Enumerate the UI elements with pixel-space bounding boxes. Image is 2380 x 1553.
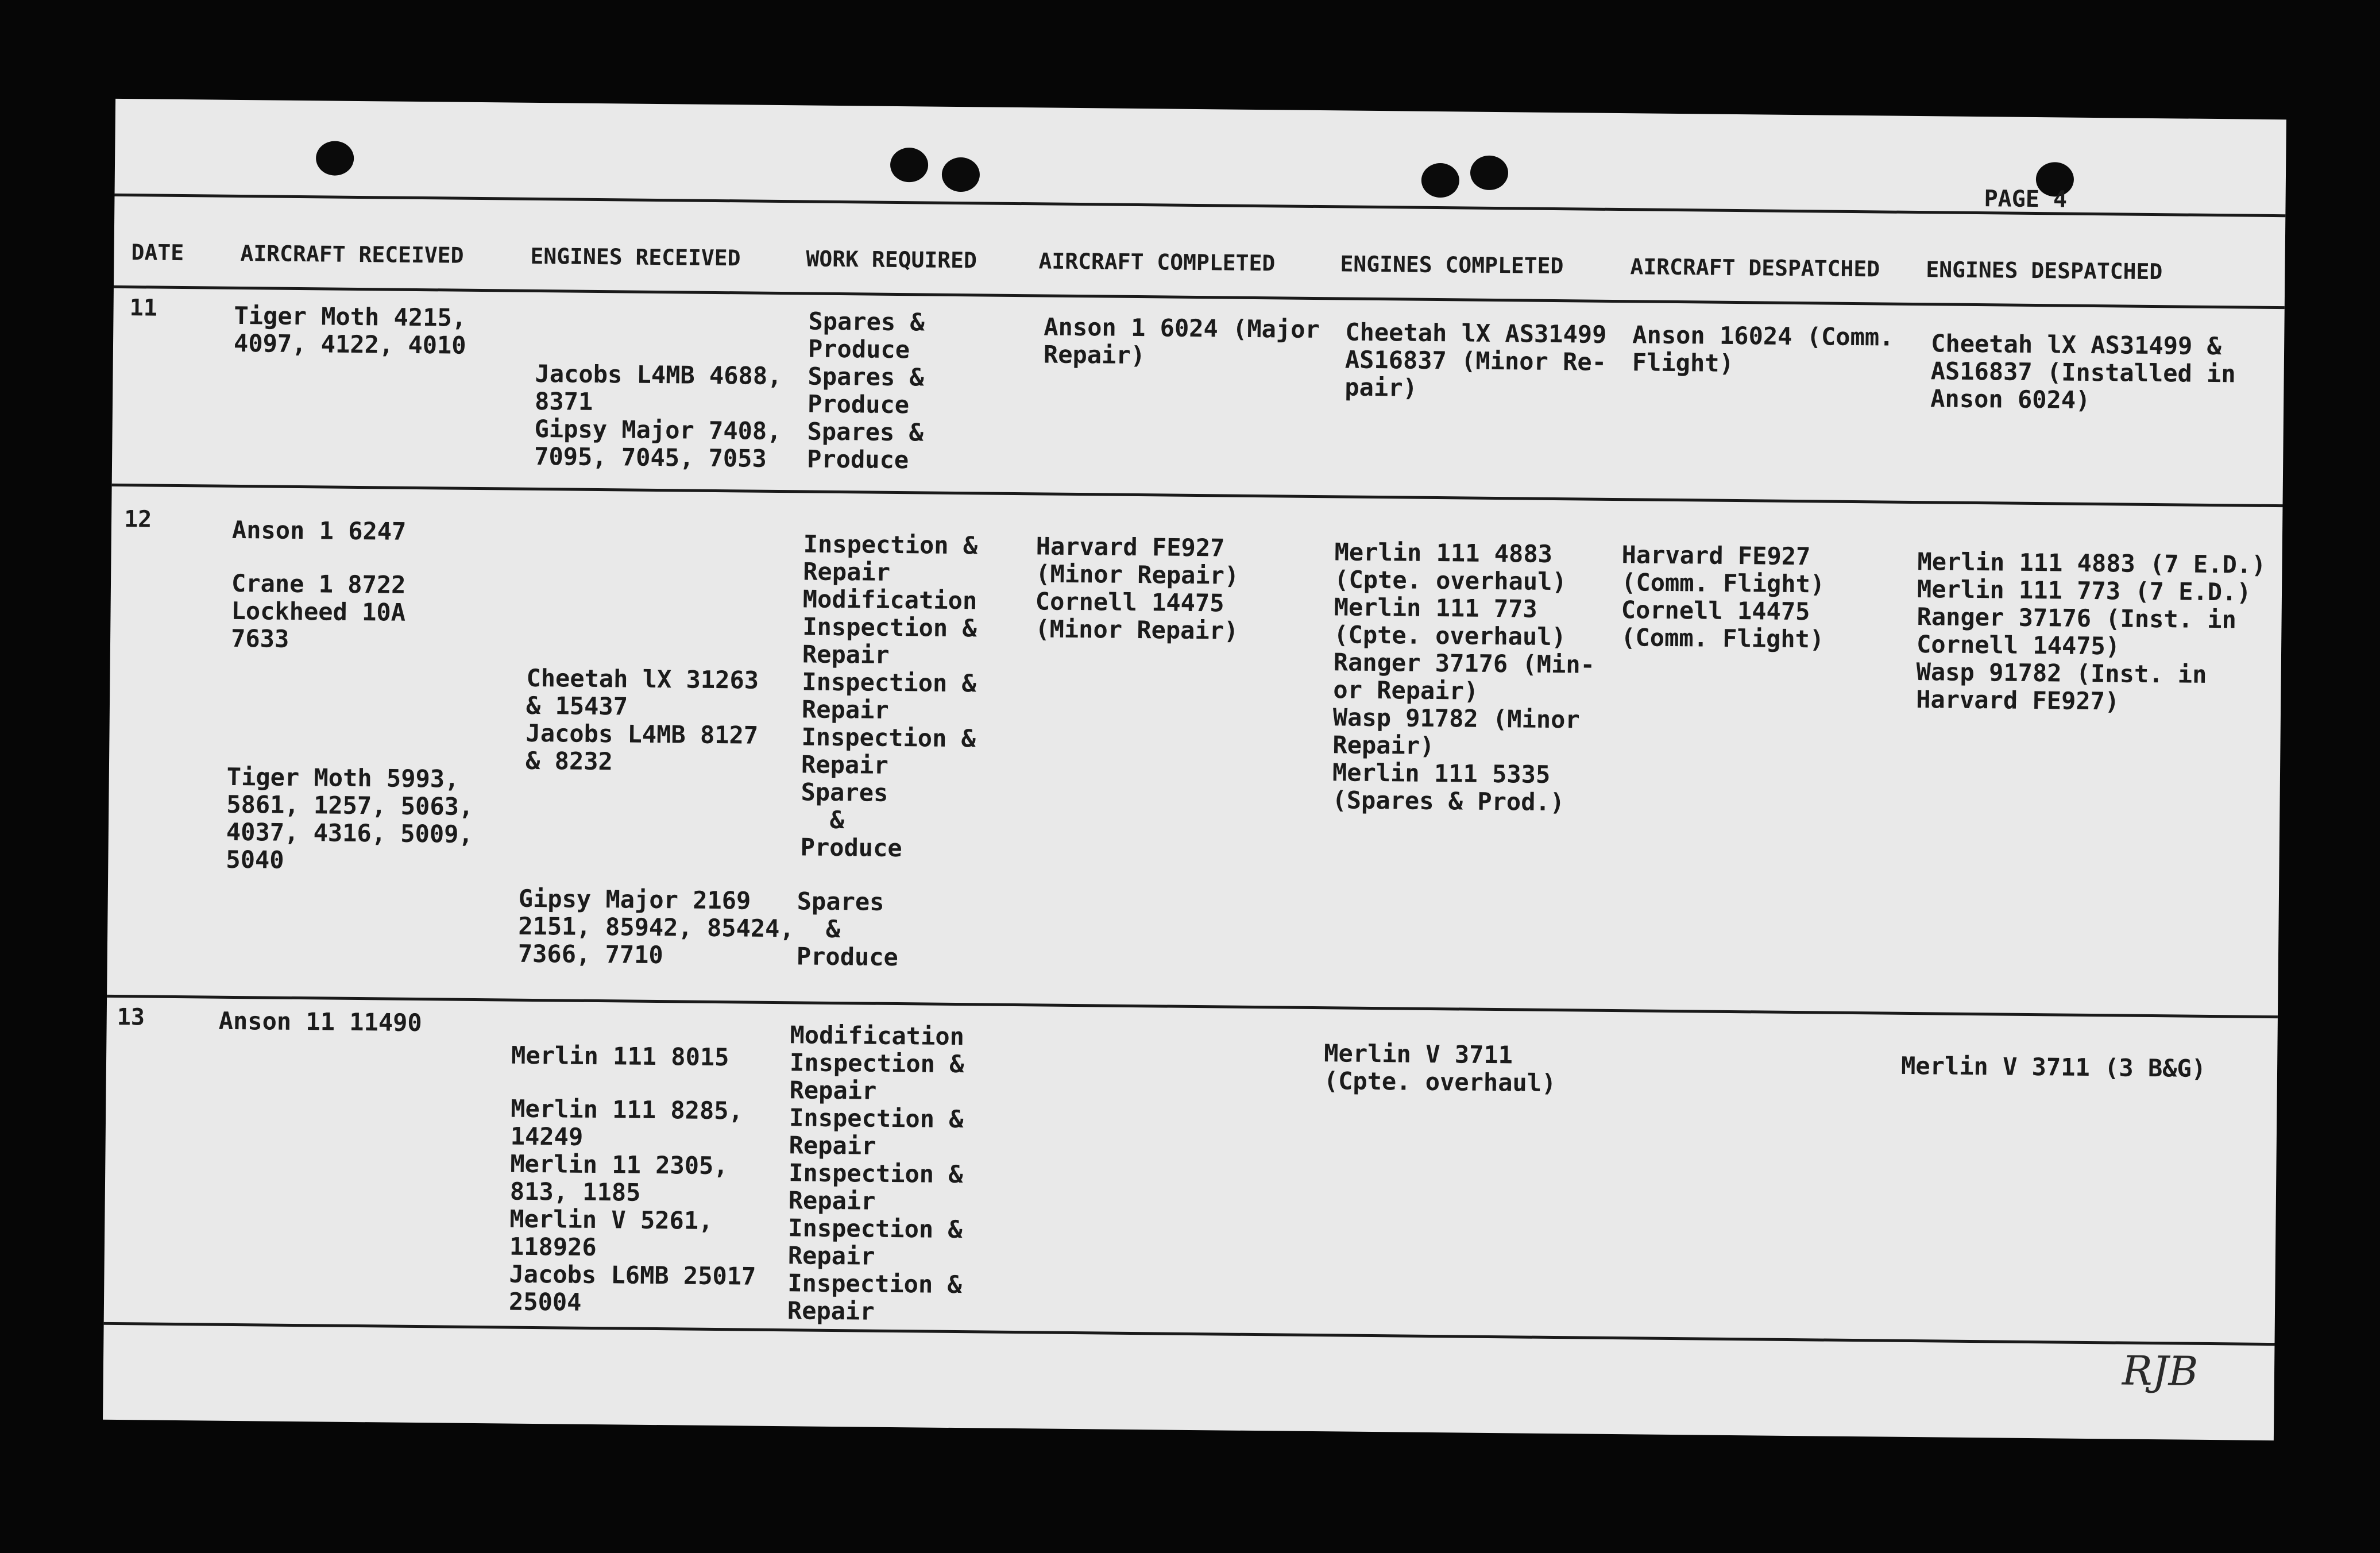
page-number: PAGE 4 bbox=[1984, 186, 2068, 213]
punch-hole bbox=[1470, 156, 1509, 191]
row-date: 13 bbox=[117, 1004, 145, 1031]
aircraft-received-entry: Anson 11 11490 bbox=[218, 1006, 422, 1037]
header-date: DATE bbox=[131, 239, 184, 266]
aircraft-received-entry: Anson 1 6247 bbox=[231, 515, 407, 546]
top-rule bbox=[114, 194, 2285, 217]
engines-received-entry: Gipsy Major 2169 2151, 85942, 85424, 7366, 7710 bbox=[517, 884, 794, 969]
engines-completed-entry: Merlin 111 4883 (Cpte. overhaul) Merlin 111 773 (Cpte. overhaul) Ranger 37176 (Min- or Repair) Wasp 91782 (Minor Repair) Merlin 111 5335 (Spares & Prod.) bbox=[1332, 538, 1595, 817]
engines-received-entry: Gipsy Major 7408, 7095, 7045, 7053 bbox=[534, 414, 782, 473]
row-date: 11 bbox=[129, 295, 158, 322]
bottom-rule bbox=[104, 1322, 2275, 1346]
work-required-entry: Spares & Produce bbox=[796, 887, 899, 972]
punch-hole bbox=[316, 141, 354, 176]
engines-despatched-entry: Cheetah lX AS31499 & AS16837 (Installed in Anson 6024) bbox=[1930, 329, 2236, 414]
aircraft-completed-entry: Harvard FE927 (Minor Repair) Cornell 14475 (Minor Repair) bbox=[1035, 532, 1239, 645]
aircraft-despatched-entry: Anson 16024 (Comm. Flight) bbox=[1632, 320, 1894, 377]
engines-received-entry: Cheetah lX 31263 & 15437 Jacobs L4MB 8127 & 8232 bbox=[525, 663, 759, 776]
aircraft-received-entry: Tiger Moth 5993, 5861, 1257, 5063, 4037, 4316, 5009, 5040 bbox=[226, 762, 474, 874]
punch-hole bbox=[890, 148, 929, 183]
engines-received-entry: Jacobs L4MB 4688, 8371 bbox=[534, 359, 782, 416]
row-date: 12 bbox=[123, 506, 152, 533]
work-required-entry: Modification Inspection & Repair Inspection & Repair Inspection & Repair Inspection & Repair Inspection & Repair bbox=[787, 1021, 965, 1326]
engines-received-entry: Merlin 111 8015 bbox=[511, 1041, 729, 1072]
header-aircraft-despatched: AIRCRAFT DESPATCHED bbox=[1630, 254, 1880, 282]
engines-completed-entry: Merlin V 3711 (Cpte. overhaul) bbox=[1323, 1039, 1556, 1098]
work-required-entry: Inspection & Repair Modification Inspection & Repair Inspection & Repair Inspection & Repair Spares & Produce bbox=[800, 530, 978, 863]
aircraft-completed-entry: Anson 1 6024 (Major Repair) bbox=[1043, 312, 1320, 370]
engines-received-entry: Merlin 111 8285, 14249 Merlin 11 2305, 813, 1185 Merlin V 5261, 118926 Jacobs L6MB 25017 25004 bbox=[508, 1094, 756, 1316]
row-rule bbox=[107, 995, 2278, 1018]
header-engines-received: ENGINES RECEIVED bbox=[530, 243, 741, 271]
aircraft-despatched-entry: Harvard FE927 (Comm. Flight) Cornell 14475 (Comm. Flight) bbox=[1621, 540, 1825, 654]
aircraft-received-entry: Tiger Moth 4215, 4097, 4122, 4010 bbox=[233, 301, 467, 360]
header-aircraft-received: AIRCRAFT RECEIVED bbox=[240, 241, 464, 268]
row-rule bbox=[112, 484, 2283, 507]
header-work-required: WORK REQUIRED bbox=[806, 246, 978, 273]
aircraft-received-entry: Crane 1 8722 Lockheed 10A 7633 bbox=[230, 569, 406, 653]
engines-despatched-entry: Merlin 111 4883 (7 E.D.) Merlin 111 773 (7 E.D.) Ranger 37176 (Inst. in Cornell 14475) Wasp 91782 (Inst. in Harvard FE927) bbox=[1915, 547, 2266, 716]
header-aircraft-completed: AIRCRAFT COMPLETED bbox=[1038, 248, 1276, 276]
header-engines-despatched: ENGINES DESPATCHED bbox=[1926, 257, 2163, 285]
work-required-entry: Spares & Produce Spares & Produce Spares & Produce bbox=[806, 307, 925, 474]
header-engines-completed: ENGINES COMPLETED bbox=[1340, 251, 1564, 279]
handwritten-initials: RJB bbox=[2122, 1347, 2199, 1395]
punch-hole bbox=[942, 157, 980, 192]
punch-hole bbox=[1421, 163, 1460, 198]
engines-completed-entry: Cheetah lX AS31499 AS16837 (Minor Re- pair) bbox=[1344, 318, 1607, 402]
engines-despatched-entry: Merlin V 3711 (3 B&G) bbox=[1900, 1051, 2207, 1083]
ledger-sheet bbox=[103, 99, 2286, 1440]
